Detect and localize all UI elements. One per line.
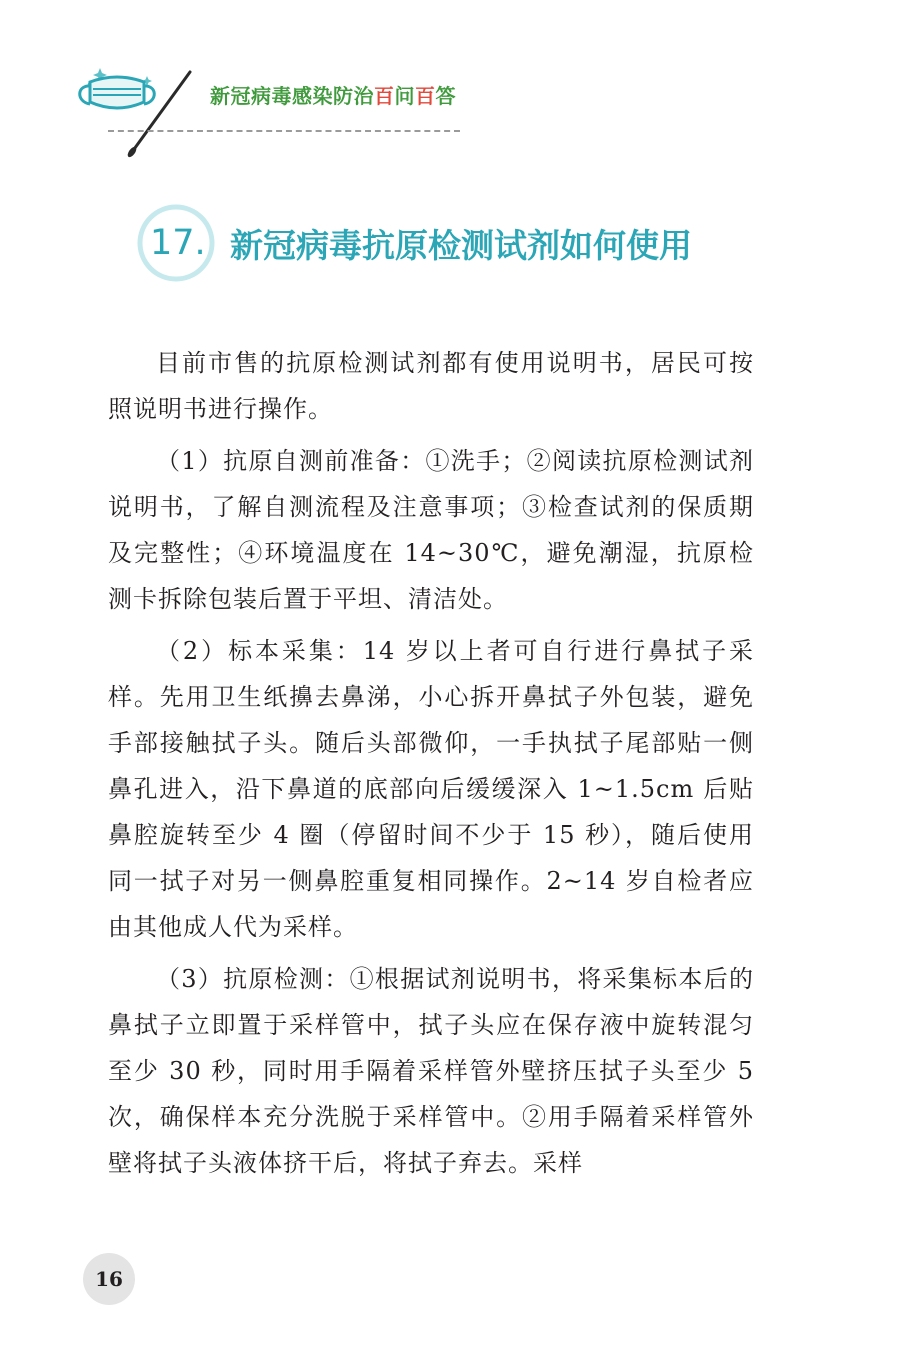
question-number-badge xyxy=(136,203,216,283)
paragraph-detection: （3）抗原检测：①根据试剂说明书，将采集标本后的鼻拭子立即置于采样管中，拭子头应在保存液中旋转混匀至少 30 秒，同时用手隔着采样管外壁挤压拭子头至少 5 次，确保样本充分洗脱于采样管中。②用手隔着采样管外壁将拭子头液体挤干后，将拭子弃去。采样 xyxy=(108,965,754,1177)
paragraph-intro: 目前市售的抗原检测试剂都有使用说明书，居民可按照说明书进行操作。 xyxy=(108,349,754,423)
body-text xyxy=(108,340,754,1192)
page-number: 16 xyxy=(83,1253,135,1305)
question-number: 17. xyxy=(150,223,206,263)
running-header xyxy=(72,62,472,162)
mask-swab-icon xyxy=(72,62,202,162)
paragraph-sampling: （2）标本采集：14 岁以上者可自行进行鼻拭子采样。先用卫生纸擤去鼻涕，小心拆开鼻拭子外包装，避免手部接触拭子头。随后头部微仰，一手执拭子尾部贴一侧鼻孔进入，沿下鼻道的底部向后缓缓深入 1~1.5cm 后贴鼻腔旋转至少 4 圈（停留时间不少于 15 秒），随后使用同一拭子对另一侧鼻腔重复相同操作。2~14 岁自检者应由其他成人代为采样。 xyxy=(108,637,754,941)
running-header-title: 新冠病毒感染防治百问百答 xyxy=(210,84,456,108)
header-dashed-divider xyxy=(108,130,460,132)
paragraph-preparation: （1）抗原自测前准备：①洗手；②阅读抗原检测试剂说明书，了解自测流程及注意事项；③检查试剂的保质期及完整性；④环境温度在 14~30℃，避免潮湿，抗原检测卡拆除包装后置于平坦、清洁处。 xyxy=(108,447,754,613)
question-title: 新冠病毒抗原检测试剂如何使用 xyxy=(230,225,692,265)
question-heading xyxy=(136,203,692,283)
